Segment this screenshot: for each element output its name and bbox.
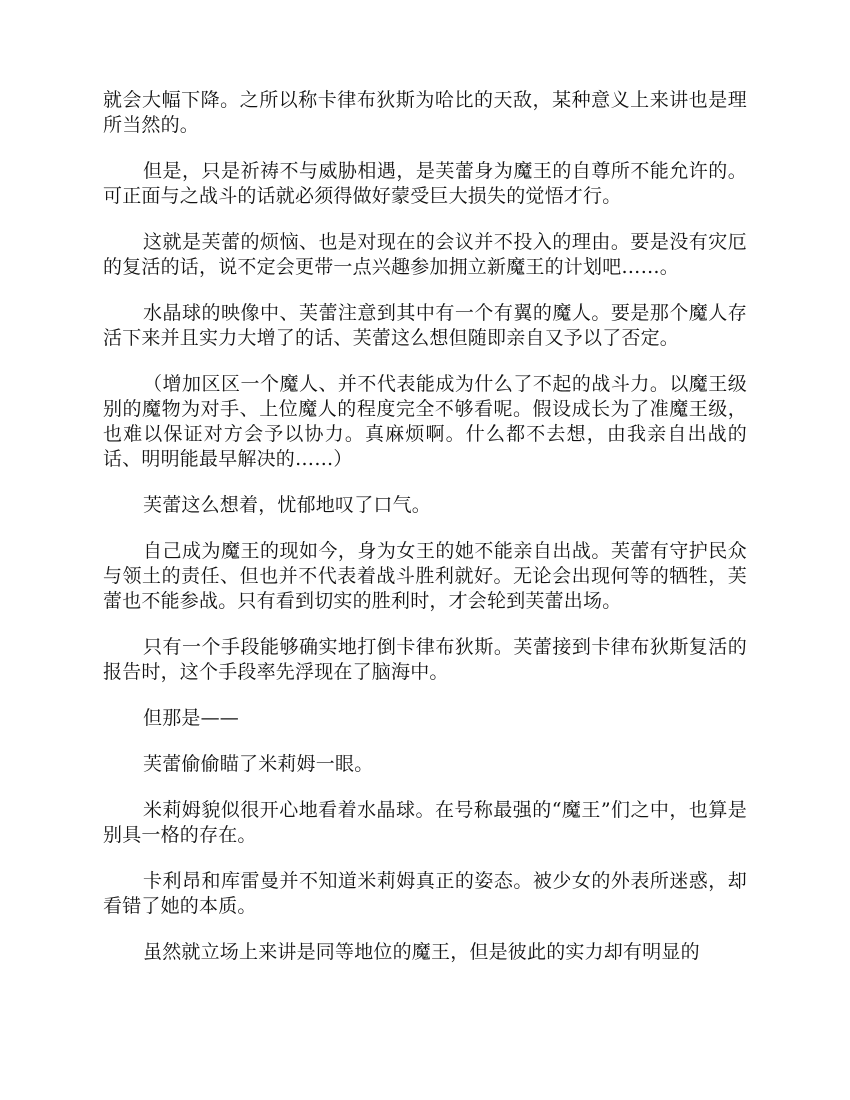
- paragraph: 但是，只是祈祷不与威胁相遇，是芙蕾身为魔王的自尊所不能允许的。可正面与之战斗的话就必须得做好蒙受巨大损失的觉悟才行。: [103, 160, 747, 207]
- paragraph: （增加区区一个魔人、并不代表能成为什么了不起的战斗力。以魔王级别的魔物为对手、上位魔人的程度完全不够看呢。假设成长为了准魔王级，也难以保证对方会予以协力。真麻烦啊。什么都不去想，由我亲自出战的话、明明能最早解决的……）: [103, 373, 747, 470]
- paragraph: 这就是芙蕾的烦恼、也是对现在的会议并不投入的理由。要是没有灾厄的复活的话，说不定会更带一点兴趣参加拥立新魔王的计划吧……。: [103, 231, 747, 278]
- paragraph: 只有一个手段能够确实地打倒卡律布狄斯。芙蕾接到卡律布狄斯复活的报告时，这个手段率先浮现在了脑海中。: [103, 636, 747, 683]
- paragraph: 米莉姆貌似很开心地看着水晶球。在号称最强的“魔王”们之中，也算是别具一格的存在。: [103, 799, 747, 846]
- paragraph: 卡利昂和库雷曼并不知道米莉姆真正的姿态。被少女的外表所迷惑，却看错了她的本质。: [103, 870, 747, 917]
- paragraph: 就会大幅下降。之所以称卡律布狄斯为哈比的天敌，某种意义上来讲也是理所当然的。: [103, 89, 747, 136]
- paragraph: 但那是——: [143, 707, 240, 729]
- paragraph: 水晶球的映像中、芙蕾注意到其中有一个有翼的魔人。要是那个魔人存活下来并且实力大增了的话、芙蕾这么想但随即亲自又予以了否定。: [103, 302, 747, 349]
- paragraph: 自己成为魔王的现如今，身为女王的她不能亲自出战。芙蕾有守护民众与领土的责任、但也并不代表着战斗胜利就好。无论会出现何等的牺牲，芙蕾也不能参战。只有看到切实的胜利时，才会轮到芙蕾出场。: [103, 540, 747, 612]
- paragraph: 芙蕾这么想着，忧郁地叹了口气。: [143, 494, 432, 516]
- paragraph: 芙蕾偷偷瞄了米莉姆一眼。: [143, 753, 374, 775]
- document-page: [103, 88, 747, 986]
- paragraph: 虽然就立场上来讲是同等地位的魔王，但是彼此的实力却有明显的: [143, 941, 700, 963]
